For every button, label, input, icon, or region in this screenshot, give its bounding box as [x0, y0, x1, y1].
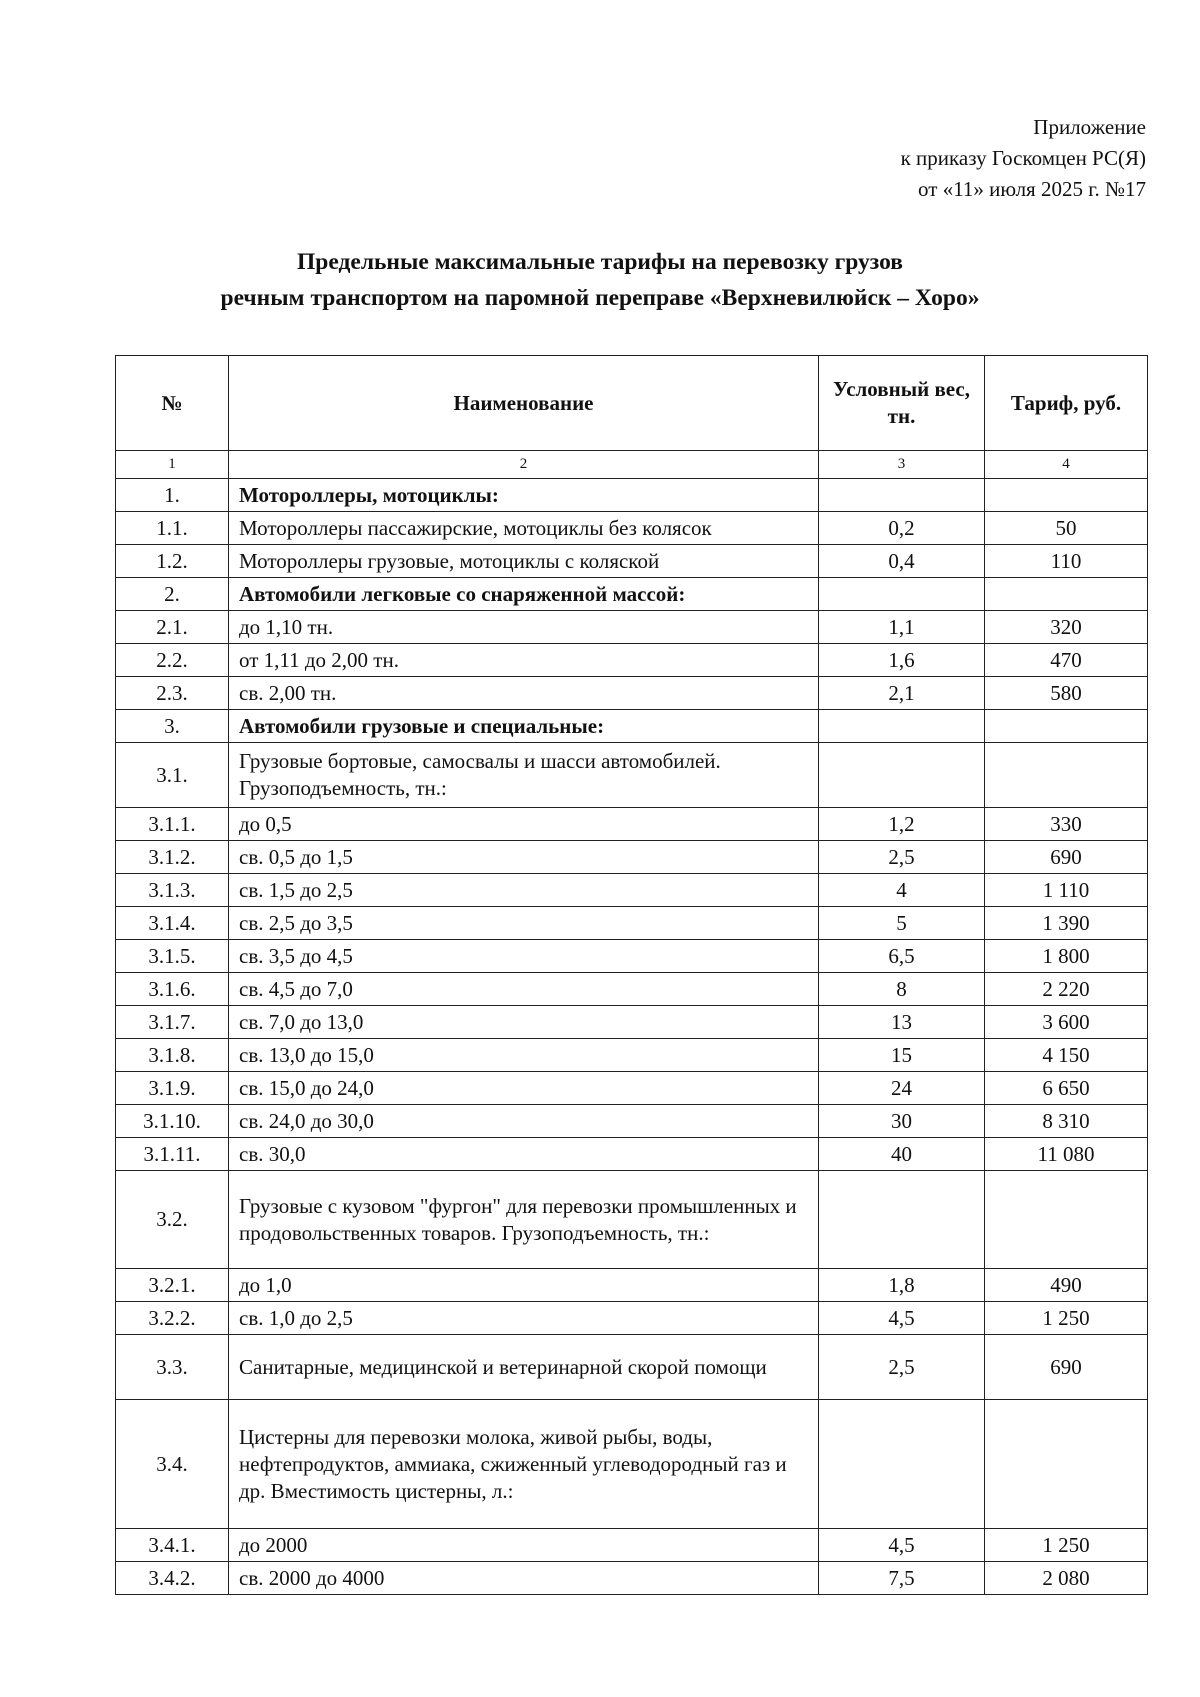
row-name: Санитарные, медицинской и ветеринарной скорой помощи	[229, 1335, 819, 1400]
row-name: до 1,0	[229, 1269, 819, 1302]
table-row	[116, 677, 1148, 710]
table-row	[116, 545, 1148, 578]
row-weight: 30	[819, 1105, 985, 1138]
header-weight: Условный вес, тн.	[819, 356, 985, 451]
row-weight: 24	[819, 1072, 985, 1105]
table-row	[116, 1105, 1148, 1138]
appendix-line-3: от «11» июля 2025 г. №17	[918, 177, 1146, 201]
row-tariff	[985, 1171, 1148, 1269]
row-num: 1.	[116, 479, 229, 512]
row-num: 3.2.2.	[116, 1302, 229, 1335]
row-name: св. 2,00 тн.	[229, 677, 819, 710]
row-num: 3.	[116, 710, 229, 743]
appendix-header	[901, 112, 1146, 205]
row-weight: 15	[819, 1039, 985, 1072]
row-weight: 0,2	[819, 512, 985, 545]
row-tariff: 1 250	[985, 1529, 1148, 1562]
row-weight: 40	[819, 1138, 985, 1171]
table-row	[116, 1006, 1148, 1039]
row-name: Мотороллеры грузовые, мотоциклы с коляской	[229, 545, 819, 578]
row-num: 3.3.	[116, 1335, 229, 1400]
row-name: до 2000	[229, 1529, 819, 1562]
row-name: св. 1,5 до 2,5	[229, 874, 819, 907]
column-number-row	[116, 451, 1148, 479]
row-weight: 2,5	[819, 1335, 985, 1400]
row-tariff: 1 110	[985, 874, 1148, 907]
table-row	[116, 743, 1148, 808]
row-tariff: 1 250	[985, 1302, 1148, 1335]
row-name: св. 2000 до 4000	[229, 1562, 819, 1595]
row-weight: 4,5	[819, 1302, 985, 1335]
appendix-line-1: Приложение	[1033, 115, 1146, 139]
table-row	[116, 1529, 1148, 1562]
tariff-table	[115, 355, 1148, 1595]
column-number: 4	[985, 451, 1148, 479]
row-name: Автомобили легковые со снаряженной массой:	[229, 578, 819, 611]
row-num: 3.2.1.	[116, 1269, 229, 1302]
row-name: Цистерны для перевозки молока, живой рыбы, воды, нефтепродуктов, аммиака, сжиженный углеводородный газ и др. Вместимость цистерны, л.:	[229, 1400, 819, 1529]
row-weight: 4	[819, 874, 985, 907]
table-row	[116, 1039, 1148, 1072]
row-name: св. 30,0	[229, 1138, 819, 1171]
table-row	[116, 940, 1148, 973]
column-number: 3	[819, 451, 985, 479]
document-title	[0, 244, 1200, 316]
row-weight: 2,1	[819, 677, 985, 710]
table-row	[116, 644, 1148, 677]
table-row	[116, 479, 1148, 512]
row-tariff: 4 150	[985, 1039, 1148, 1072]
table-row	[116, 808, 1148, 841]
row-num: 3.1.6.	[116, 973, 229, 1006]
row-name: до 1,10 тн.	[229, 611, 819, 644]
row-name: св. 2,5 до 3,5	[229, 907, 819, 940]
row-weight	[819, 710, 985, 743]
row-tariff: 6 650	[985, 1072, 1148, 1105]
table-row	[116, 1400, 1148, 1529]
row-tariff	[985, 479, 1148, 512]
row-name: Грузовые с кузовом "фургон" для перевозки промышленных и продовольственных товаров. Грузоподъемность, тн.:	[229, 1171, 819, 1269]
row-name: св. 13,0 до 15,0	[229, 1039, 819, 1072]
row-tariff	[985, 710, 1148, 743]
row-tariff: 1 390	[985, 907, 1148, 940]
row-num: 3.1.10.	[116, 1105, 229, 1138]
row-weight: 1,1	[819, 611, 985, 644]
row-num: 2.2.	[116, 644, 229, 677]
table-row	[116, 578, 1148, 611]
row-weight	[819, 479, 985, 512]
row-tariff: 8 310	[985, 1105, 1148, 1138]
header-tariff: Тариф, руб.	[985, 356, 1148, 451]
row-name: Грузовые бортовые, самосвалы и шасси автомобилей. Грузоподъемность, тн.:	[229, 743, 819, 808]
row-num: 3.1.5.	[116, 940, 229, 973]
row-name: св. 24,0 до 30,0	[229, 1105, 819, 1138]
row-weight: 4,5	[819, 1529, 985, 1562]
row-name: св. 3,5 до 4,5	[229, 940, 819, 973]
row-name: св. 1,0 до 2,5	[229, 1302, 819, 1335]
row-tariff	[985, 1400, 1148, 1529]
table-header-row	[116, 356, 1148, 451]
row-num: 3.1.7.	[116, 1006, 229, 1039]
row-num: 3.1.11.	[116, 1138, 229, 1171]
row-num: 1.1.	[116, 512, 229, 545]
row-num: 3.1.1.	[116, 808, 229, 841]
row-tariff: 690	[985, 841, 1148, 874]
row-tariff: 470	[985, 644, 1148, 677]
column-number: 2	[229, 451, 819, 479]
table-row	[116, 1138, 1148, 1171]
table-row	[116, 841, 1148, 874]
row-tariff: 2 080	[985, 1562, 1148, 1595]
table-row	[116, 710, 1148, 743]
row-weight: 5	[819, 907, 985, 940]
row-tariff: 11 080	[985, 1138, 1148, 1171]
title-line-2: речным транспортом на паромной переправе «Верхневилюйск – Хоро»	[220, 285, 980, 311]
row-num: 1.2.	[116, 545, 229, 578]
row-tariff: 3 600	[985, 1006, 1148, 1039]
row-weight: 13	[819, 1006, 985, 1039]
row-num: 3.4.1.	[116, 1529, 229, 1562]
row-tariff: 330	[985, 808, 1148, 841]
row-weight	[819, 1400, 985, 1529]
row-weight	[819, 1171, 985, 1269]
row-name: св. 4,5 до 7,0	[229, 973, 819, 1006]
row-tariff	[985, 578, 1148, 611]
row-tariff: 2 220	[985, 973, 1148, 1006]
row-name: св. 0,5 до 1,5	[229, 841, 819, 874]
row-num: 3.1.	[116, 743, 229, 808]
row-weight: 2,5	[819, 841, 985, 874]
table-row	[116, 973, 1148, 1006]
row-num: 3.4.	[116, 1400, 229, 1529]
row-tariff: 50	[985, 512, 1148, 545]
row-num: 2.1.	[116, 611, 229, 644]
row-name: Мотороллеры, мотоциклы:	[229, 479, 819, 512]
row-num: 3.2.	[116, 1171, 229, 1269]
row-weight: 7,5	[819, 1562, 985, 1595]
row-name: Автомобили грузовые и специальные:	[229, 710, 819, 743]
appendix-line-2: к приказу Госкомцен РС(Я)	[900, 146, 1146, 170]
header-num: №	[116, 356, 229, 451]
table-row	[116, 874, 1148, 907]
row-num: 3.1.4.	[116, 907, 229, 940]
row-weight: 1,2	[819, 808, 985, 841]
row-tariff: 1 800	[985, 940, 1148, 973]
row-weight: 1,6	[819, 644, 985, 677]
row-num: 2.	[116, 578, 229, 611]
row-weight	[819, 743, 985, 808]
row-name: св. 7,0 до 13,0	[229, 1006, 819, 1039]
table-row	[116, 512, 1148, 545]
row-weight: 8	[819, 973, 985, 1006]
row-tariff: 690	[985, 1335, 1148, 1400]
table-row	[116, 1072, 1148, 1105]
row-num: 3.4.2.	[116, 1562, 229, 1595]
row-name: Мотороллеры пассажирские, мотоциклы без колясок	[229, 512, 819, 545]
row-num: 3.1.2.	[116, 841, 229, 874]
row-tariff: 490	[985, 1269, 1148, 1302]
column-number: 1	[116, 451, 229, 479]
row-num: 2.3.	[116, 677, 229, 710]
table-row	[116, 611, 1148, 644]
row-tariff	[985, 743, 1148, 808]
table-row	[116, 907, 1148, 940]
row-tariff: 580	[985, 677, 1148, 710]
row-weight: 0,4	[819, 545, 985, 578]
header-name: Наименование	[229, 356, 819, 451]
row-weight: 1,8	[819, 1269, 985, 1302]
row-name: св. 15,0 до 24,0	[229, 1072, 819, 1105]
row-tariff: 110	[985, 545, 1148, 578]
row-num: 3.1.8.	[116, 1039, 229, 1072]
row-name: от 1,11 до 2,00 тн.	[229, 644, 819, 677]
table-row	[116, 1171, 1148, 1269]
row-weight	[819, 578, 985, 611]
table-row	[116, 1335, 1148, 1400]
title-line-1: Предельные максимальные тарифы на перевозку грузов	[297, 249, 903, 275]
table-row	[116, 1269, 1148, 1302]
table-row	[116, 1562, 1148, 1595]
row-name: до 0,5	[229, 808, 819, 841]
row-tariff: 320	[985, 611, 1148, 644]
row-weight: 6,5	[819, 940, 985, 973]
table-row	[116, 1302, 1148, 1335]
row-num: 3.1.9.	[116, 1072, 229, 1105]
row-num: 3.1.3.	[116, 874, 229, 907]
